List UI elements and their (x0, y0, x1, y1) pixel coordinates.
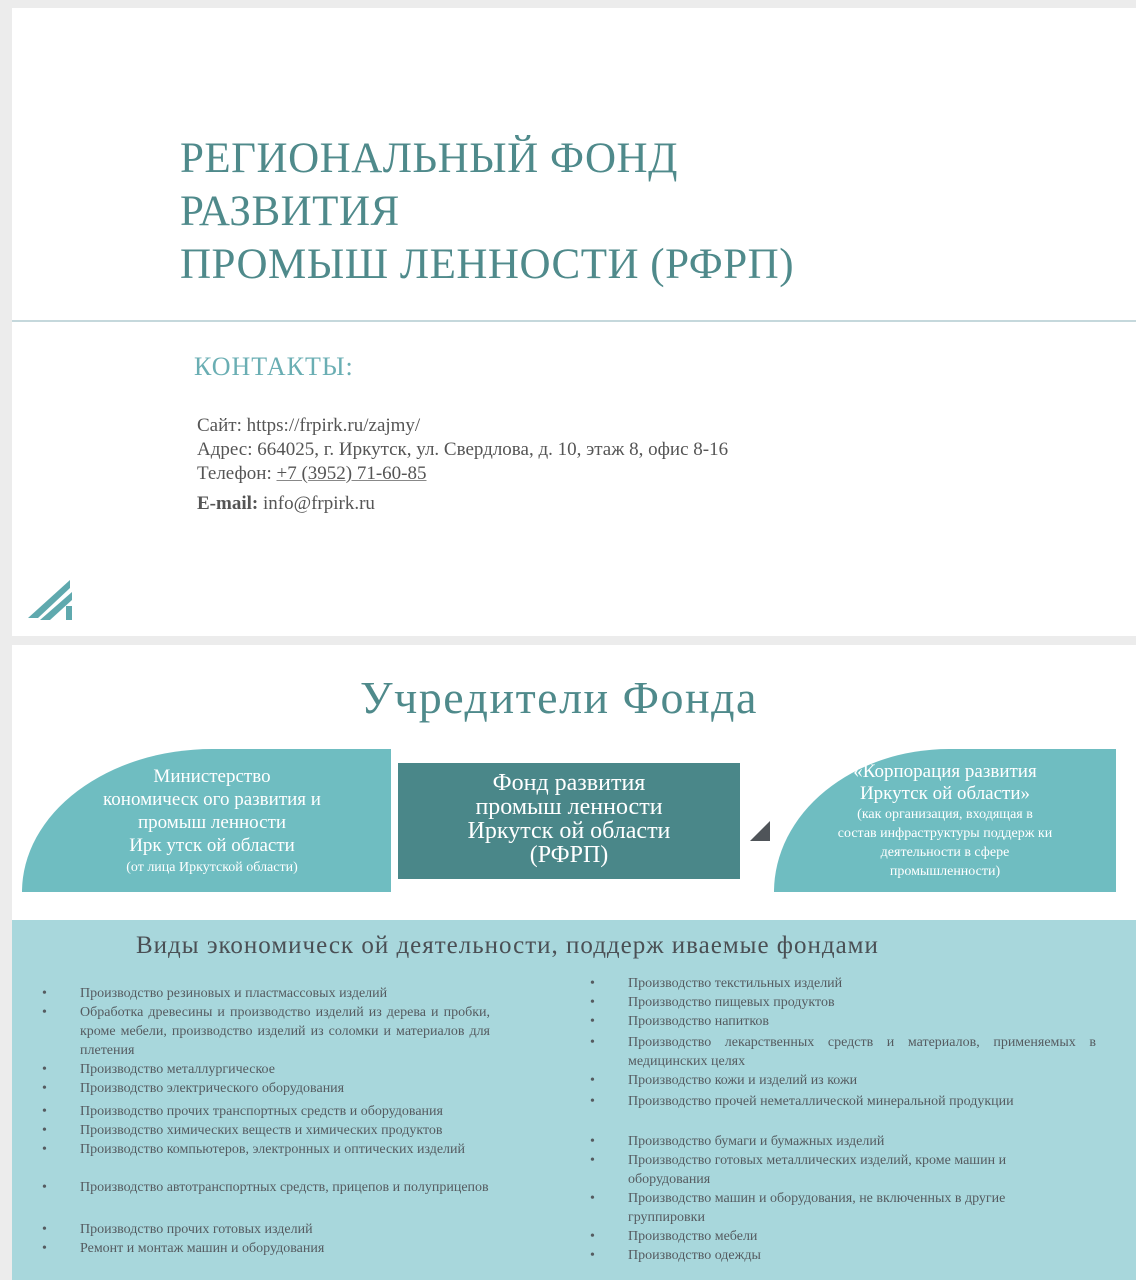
founders-title: Учредители Фонда (360, 672, 758, 723)
ministry-line: Министерство (153, 766, 271, 787)
ministry-line: промыш ленности (137, 812, 287, 833)
phone-label: Телефон: (197, 463, 277, 484)
fund-center-line: (РФРП) (529, 842, 609, 868)
list-item: • Производство автотранспортных средств, прицепов и полуприцепов (80, 1178, 548, 1197)
list-item: • Производство лекарственных средств и материалов, применяемых в медицинских целях (628, 1033, 1096, 1071)
list-item: • Производство машин и оборудования, не включенных в другие группировки (628, 1189, 1068, 1227)
fund-title-line: ПРОМЫШ ЛЕННОСТИ (РФРП) (180, 241, 795, 288)
fund-center-line: Фонд развития (492, 770, 646, 796)
fund-center-box (398, 763, 740, 879)
activities-panel (12, 920, 1136, 1280)
list-item: • Производство компьютеров, электронных и оптических изделий (80, 1140, 538, 1159)
list-item: • Производство прочей неметаллической минеральной продукции (628, 1092, 1096, 1111)
list-item: • Производство кожи и изделий из кожи (628, 1071, 1096, 1090)
list-item: • Производство текстильных изделий (628, 974, 1096, 993)
phone-line (197, 462, 728, 486)
list-item: • Производство металлургическое (80, 1060, 548, 1079)
corporation-note-line: промышленности) (889, 864, 1001, 879)
site-line: Сайт: https://frpirk.ru/zajmy/ (197, 415, 421, 436)
list-item: • Производство химических веществ и химических продуктов (80, 1121, 548, 1140)
fund-title-line: РАЗВИТИЯ (180, 188, 400, 235)
ministry-line: кономическ ого развития и (103, 789, 321, 810)
fund-center-line: Иркутск ой области (467, 818, 671, 844)
divider (12, 320, 1136, 322)
contact-details (197, 414, 728, 516)
fund-center-line: промыш ленности (475, 794, 663, 820)
list-item: • Производство прочих готовых изделий (80, 1220, 548, 1239)
ministry-note: (от лица Иркутской области) (126, 860, 298, 875)
email-label: E-mail: (197, 493, 259, 514)
corporation-line: Иркутск ой области» (859, 783, 1031, 804)
corporation-note-line: (как организация, входящая в (857, 807, 1033, 822)
address-line: Адрес: 664025, г. Иркутск, ул. Свердлова, д. 10, этаж 8, офис 8-16 (197, 439, 729, 460)
founder-corporation-box (774, 749, 1116, 892)
list-item: • Обработка древесины и производство изделий из дерева и пробки, кроме мебели, производство изделий из соломки и материалов для плетения (80, 1003, 490, 1060)
list-item: • Ремонт и монтаж машин и оборудования (80, 1239, 548, 1258)
fund-title-line: РЕГИОНАЛЬНЫЙ ФОНД (180, 135, 678, 182)
list-item: • Производство резиновых и пластмассовых изделий (80, 984, 548, 1003)
list-item: • Производство готовых металлических изделий, кроме машин и оборудования (628, 1151, 1068, 1189)
contacts-heading: КОНТАКТЫ: (194, 352, 354, 381)
slide-founders (12, 645, 1136, 1280)
email-line (197, 492, 728, 516)
activities-title: Виды экономическ ой деятельности, поддерж иваемые фондами (136, 932, 879, 959)
list-item: • Производство одежды (628, 1246, 1096, 1265)
corporation-line: «Корпорация развития (853, 761, 1037, 782)
list-item: • Производство прочих транспортных средств и оборудования (80, 1102, 548, 1121)
phone-link[interactable]: +7 (3952) 71-60-85 (276, 463, 427, 484)
list-item: • Производство мебели (628, 1227, 1096, 1246)
email-value[interactable]: info@frpirk.ru (258, 493, 375, 514)
fund-logo-icon (26, 578, 76, 622)
list-item: • Производство бумаги и бумажных изделий (628, 1132, 1096, 1151)
ministry-line: Ирк утск ой области (129, 835, 295, 856)
list-item: • Производство пищевых продуктов (628, 993, 1096, 1012)
corner-arrow-icon (750, 821, 770, 841)
fund-title (180, 132, 794, 291)
corporation-note-line: состав инфраструктуры поддерж ки (837, 826, 1053, 841)
slide-contacts (12, 8, 1136, 636)
founder-ministry-box (22, 749, 391, 892)
corporation-note-line: деятельности в сфере (880, 845, 1010, 860)
list-item: • Производство электрического оборудования (80, 1079, 548, 1098)
list-item: • Производство напитков (628, 1012, 1096, 1031)
